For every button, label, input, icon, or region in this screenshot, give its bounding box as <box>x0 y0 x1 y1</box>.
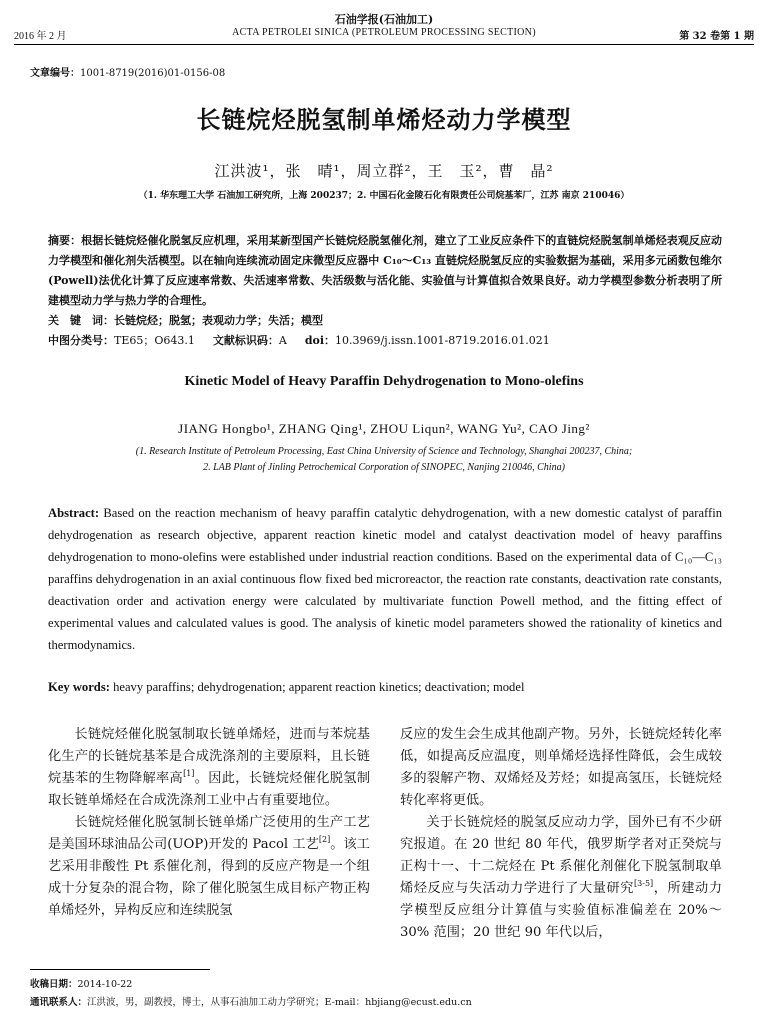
classification-line <box>48 332 722 348</box>
doi-label: doi： <box>304 334 336 347</box>
article-number <box>30 64 225 79</box>
clc-label: 中图分类号： <box>48 334 114 347</box>
body-text: 关于长链烷烃的脱氢反应动力学，国外已有不少研究报道。在 20 世纪 80 年代，俄罗斯学者对正癸烷与正构十一、十二烷烃在 Pt 系催化剂催化下脱氢制取单烯烃反应与失活动力学进行了大量研究 <box>400 815 722 896</box>
body-paragraph <box>400 812 722 944</box>
journal-title-en: ACTA PETROLEI SINICA (PETROLEUM PROCESSING SECTION) <box>232 27 536 38</box>
body-paragraph <box>48 812 370 922</box>
keywords-cn-text: 长链烷烃；脱氢；表观动力学；失活；模型 <box>114 314 323 327</box>
abstract-cn-label: 摘要： <box>48 234 82 247</box>
contact-info: 江洪波，男，副教授，博士，从事石油加工动力学研究；E-mail：hbjiang@ecust.edu.cn <box>87 997 472 1008</box>
paper-title-en: Kinetic Model of Heavy Paraffin Dehydrogenation to Mono-olefins <box>184 374 584 389</box>
body-column-right <box>400 724 722 944</box>
keywords-en <box>48 680 722 695</box>
affiliations-cn: （1. 华东理工大学 石油加工研究所，上海 200237；2. 中国石化金陵石化有限责任公司烷基苯厂，江苏 南京 210046） <box>138 191 630 201</box>
body-text: 长链烷烃催化脱氢制取长链单烯烃，进而与苯烷基化生产的长链烷基苯是合成洗涤剂的主要原料，且长链烷基苯的生物降解率高 <box>48 727 370 786</box>
affiliation-en-2: 2. LAB Plant of Jinling Petrochemical Corporation of SINOPEC, Nanjing 210046, China) <box>203 462 565 473</box>
journal-title-cn: 石油学报(石油加工) <box>334 13 434 26</box>
body-paragraph <box>48 724 370 812</box>
header-divider <box>14 44 754 45</box>
doi-value: 10.3969/j.issn.1001-8719.2016.01.021 <box>335 334 550 347</box>
authors-en: JIANG Hongbo¹, ZHANG Qing¹, ZHOU Liqun², WANG Yu², CAO Jing² <box>178 421 590 436</box>
abstract-en-text: Based on the reaction mechanism of heavy paraffin catalytic dehydrogenation, with a new domestic catalyst of paraffin dehydrogenation as research objective, apparent reaction kinetic model and catalyst deactivation model of heavy paraffins dehydrogenation to mono-olefins were established under industrial reaction conditions. Based on the experimental data of C₁₀—C₁₃ paraffins dehydrogenation in an axial continuous flow fixed bed microreactor, the reaction rate constants, deactivation rate constants, deactivation order and activation energy were calculated by multivariate function Powell method, and the fitting effect of experimental values and calculated values is good. The analysis of kinetic model parameters showed the rationality of kinetics and thermodynamics. <box>48 506 722 652</box>
received-label: 收稿日期： <box>30 979 78 990</box>
body-paragraph: 反应的发生会生成其他副产物。另外，长链烷烃转化率低，如提高反应温度，则单烯烃选择性降低，会生成较多的裂解产物、双烯烃及芳烃；如提高氢压，长链烷烃转化率将更低。 <box>400 727 722 808</box>
citation[interactable]: [2] <box>318 835 331 844</box>
citation[interactable]: [1] <box>183 769 195 778</box>
abstract-cn <box>48 231 722 311</box>
body-text: 长链烷烃催化脱氢制长链单烯广泛使用的生产工艺是美国环球油品公司(UOP)开发的 Pacol 工艺 <box>48 815 370 852</box>
authors-cn: 江洪波¹，张 晴¹，周立群²，王 玉²，曹 晶² <box>214 162 554 180</box>
affiliations-en <box>0 444 768 476</box>
doc-code-value: A <box>278 334 287 347</box>
body-column-left <box>48 724 370 922</box>
footnote-received <box>30 976 132 990</box>
article-number-value: 1001-8719(2016)01-0156-08 <box>80 68 226 79</box>
abstract-en-label: Abstract: <box>48 506 100 520</box>
paper-title-cn: 长链烷烃脱氢制单烯烃动力学模型 <box>196 106 572 134</box>
keywords-en-text: heavy paraffins; dehydrogenation; apparent reaction kinetics; deactivation; model <box>113 680 525 694</box>
abstract-cn-text: 根据长链烷烃催化脱氢反应机理，采用某新型国产长链烷烃脱氢催化剂，建立了工业反应条件下的直链烷烃脱氢制单烯烃表观反应动力学模型和催化剂失活模型。以在轴向连续流动固定床微型反应器中 C₁₀～C₁₃ 直链烷烃脱氢反应的实验数据为基础，采用多元函数包维尔(Powell)法优化计算了反应速率常数、失活速率常数、失活级数与活化能、实验值与计算值拟合效果良好。动力学模型参数分析表明了所建模型动力学与热力学的合理性。 <box>48 234 723 307</box>
article-number-label: 文章编号： <box>30 68 80 79</box>
contact-label: 通讯联系人： <box>30 997 88 1008</box>
running-header <box>14 27 754 43</box>
footnote-contact <box>30 994 472 1008</box>
keywords-cn <box>48 312 722 328</box>
keywords-cn-label: 关 键 词： <box>48 314 114 327</box>
issue-date: 2016 年 2 月 <box>14 31 67 42</box>
body-text: ，所建动力学模型反应组分计算值与实验值标准偏差在 20%～30% 范围；20 世纪 90 年代以后， <box>400 881 723 940</box>
body-text: 。因此，长链烷烃催化脱氢制取长链单烯烃在合成洗涤剂工业中占有重要地位。 <box>48 771 371 808</box>
abstract-en <box>48 502 722 656</box>
citation[interactable]: [3-5] <box>634 879 654 888</box>
received-date: 2014-10-22 <box>77 979 133 990</box>
keywords-en-label: Key words: <box>48 680 110 694</box>
affiliation-en-1: (1. Research Institute of Petroleum Processing, East China University of Science and Technology, Shanghai 200237, China; <box>135 446 633 457</box>
clc-value: TE65；O643.1 <box>114 334 195 347</box>
volume-issue: 第 32 卷第 1 期 <box>679 31 754 42</box>
body-text: 。该工艺采用非酸性 Pt 系催化剂，得到的反应产物是一个组成十分复杂的混合物，除了催化脱氢生成目标产物正构单烯烃外，异构反应和连续脱氢 <box>48 837 370 918</box>
footnote-divider <box>30 969 210 970</box>
doc-code-label: 文献标识码： <box>212 334 279 347</box>
